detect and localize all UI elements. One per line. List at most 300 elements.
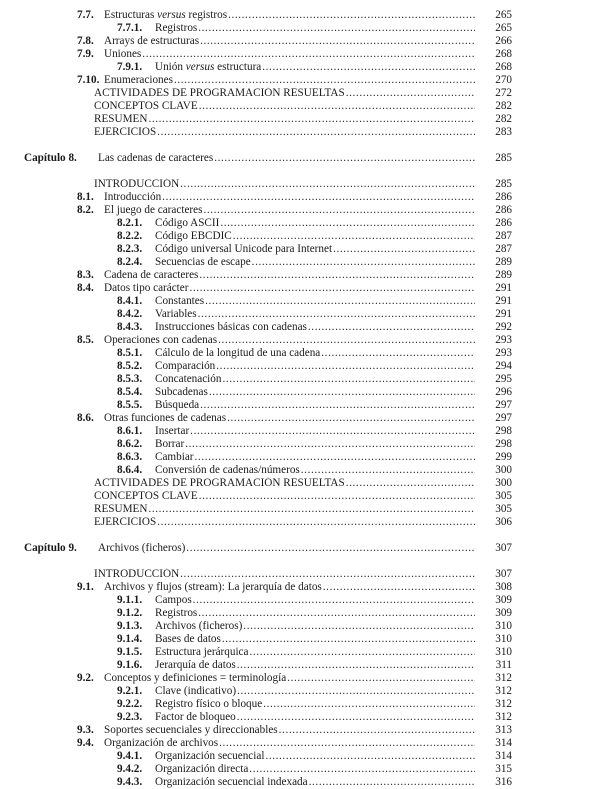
section-title-text (104, 412, 227, 425)
title-text: Las cadenas de caracteres (98, 152, 214, 164)
page-number: 283 (495, 126, 512, 138)
page-number: 285 (495, 178, 512, 190)
toc-entry[interactable] (0, 620, 600, 633)
section-title-text (94, 100, 199, 113)
section-number: 8.6. (77, 412, 94, 424)
toc-entry[interactable] (0, 399, 600, 412)
title-text: INTRODUCCIÓN (94, 568, 180, 580)
toc-entry[interactable] (0, 74, 600, 87)
dot-leader (198, 308, 475, 321)
chapter-entry[interactable] (0, 542, 600, 555)
section-title-text (155, 633, 222, 646)
dot-leader (228, 9, 475, 22)
section-title (94, 516, 475, 529)
title-text: Cambiar (155, 451, 194, 463)
toc-entry[interactable] (0, 581, 600, 594)
toc-entry[interactable] (0, 100, 600, 113)
page-number: 265 (495, 22, 512, 34)
title-text: Clave (indicativo) (155, 685, 237, 697)
page-number: 314 (495, 750, 512, 762)
toc-entry[interactable] (0, 386, 600, 399)
section-title (94, 490, 475, 503)
section-title (94, 477, 475, 490)
page-number: 314 (495, 737, 512, 749)
page-number: 294 (495, 360, 512, 372)
section-title (155, 607, 475, 620)
toc-entry[interactable] (0, 711, 600, 724)
title-text: Registros (155, 22, 198, 34)
section-number: 8.1. (77, 191, 94, 203)
toc-entry[interactable] (0, 672, 600, 685)
section-title-text (155, 347, 321, 360)
toc-entry[interactable] (0, 464, 600, 477)
page-number: 300 (495, 464, 512, 476)
page-number: 316 (495, 776, 512, 788)
section-number: 7.9. (77, 48, 94, 60)
toc-entry[interactable] (0, 295, 600, 308)
section-title (104, 48, 475, 61)
dot-leader (346, 477, 475, 490)
page-number: 268 (495, 61, 512, 73)
section-title-text (155, 386, 209, 399)
toc-entry[interactable] (0, 490, 600, 503)
dot-leader (199, 490, 475, 503)
dot-leader (180, 178, 475, 191)
dot-leader (252, 256, 475, 269)
toc-entry[interactable] (0, 750, 600, 763)
dot-leader (162, 191, 475, 204)
page-number: 313 (495, 724, 512, 736)
title-italic: versus (157, 9, 186, 21)
section-number: 8.6.4. (117, 464, 143, 476)
section-title-text (155, 685, 237, 698)
page-number: 310 (495, 620, 512, 632)
toc-entry[interactable] (0, 230, 600, 243)
section-title (155, 347, 475, 360)
section-number: 8.5.3. (117, 373, 143, 385)
section-title-text (155, 321, 308, 334)
dot-leader (237, 685, 475, 698)
dot-leader (233, 230, 475, 243)
dot-leader (205, 295, 475, 308)
dot-leader (199, 100, 475, 113)
title-text: Cadena de caracteres (104, 269, 199, 281)
toc-entry[interactable] (0, 308, 600, 321)
title-text: EJERCICIOS (94, 516, 157, 528)
section-title (155, 256, 475, 269)
page-number: 308 (495, 581, 512, 593)
title-text: Cálculo de la longitud de una cadena (155, 347, 321, 359)
page-number: 312 (495, 672, 512, 684)
dot-leader (346, 87, 475, 100)
page-number: 311 (495, 659, 512, 671)
section-title (155, 633, 475, 646)
dot-leader (199, 269, 475, 282)
section-number: 7.7.1. (117, 22, 143, 34)
section-title (94, 100, 475, 113)
title-text: Campos (155, 594, 192, 606)
toc-entry[interactable] (0, 35, 600, 48)
section-title (98, 542, 475, 555)
section-title-text (98, 542, 186, 555)
page-number: 266 (495, 35, 512, 47)
title-text: Secuencias de escape (155, 256, 251, 268)
page-number: 289 (495, 256, 512, 268)
section-number: 9.1.5. (117, 646, 143, 658)
section-title (104, 737, 475, 750)
section-title-text (155, 295, 205, 308)
title-text: Operaciones con cadenas (104, 334, 218, 346)
title-text: Instrucciones básicas con cadenas (155, 321, 307, 333)
toc-entry[interactable] (0, 334, 600, 347)
section-number: 9.3. (77, 724, 94, 736)
page-number: 287 (495, 243, 512, 255)
section-title-text (104, 334, 218, 347)
section-title-text (104, 9, 228, 22)
toc-entry[interactable] (0, 516, 600, 529)
title-text: Borrar (155, 438, 185, 450)
section-title-text (155, 750, 265, 763)
toc-entry[interactable] (0, 282, 600, 295)
toc-entry[interactable] (0, 113, 600, 126)
title-text: Subcadenas (155, 386, 208, 398)
dot-leader (209, 386, 475, 399)
title-text: ACTIVIDADES DE PROGRAMACIÓN RESUELTAS (94, 87, 345, 99)
toc-entry[interactable] (0, 737, 600, 750)
section-number: 8.5.5. (117, 399, 143, 411)
section-title-text (155, 659, 237, 672)
toc-entry[interactable] (0, 256, 600, 269)
section-number: 8.3. (77, 269, 94, 281)
toc-entry[interactable] (0, 373, 600, 386)
section-title (155, 373, 475, 386)
section-number: 9.2.3. (117, 711, 143, 723)
dot-leader (265, 750, 475, 763)
dot-leader (193, 594, 475, 607)
dot-leader (180, 568, 475, 581)
section-title-text (94, 503, 148, 516)
page-number: 299 (495, 451, 512, 463)
toc-entry[interactable] (0, 568, 600, 581)
title-text: RESUMEN (94, 113, 148, 125)
section-number: 8.4. (77, 282, 94, 294)
section-title (104, 9, 475, 22)
section-number: 9.4. (77, 737, 94, 749)
section-number: 8.5.1. (117, 347, 143, 359)
section-number: 7.8. (77, 35, 94, 47)
page-number: 300 (495, 477, 512, 489)
title-text: Archivos (ficheros) (98, 542, 186, 554)
toc-entry[interactable] (0, 191, 600, 204)
section-title-text (94, 568, 180, 581)
toc-entry[interactable] (0, 646, 600, 659)
dot-leader (237, 659, 475, 672)
title-text: CONCEPTOS CLAVE (94, 100, 198, 112)
toc-entry[interactable] (0, 217, 600, 230)
section-title-text (155, 425, 190, 438)
section-title-text (104, 269, 199, 282)
title-text-after: registros (185, 9, 228, 21)
title-text: El juego de caracteres (104, 204, 203, 216)
toc-entry[interactable] (0, 685, 600, 698)
toc-entry[interactable] (0, 87, 600, 100)
section-title-text (104, 737, 219, 750)
page-number: 298 (495, 425, 512, 437)
toc-entry[interactable] (0, 594, 600, 607)
page-number: 310 (495, 633, 512, 645)
title-text: Código EBCDIC (155, 230, 232, 242)
section-number: 8.4.2. (117, 308, 143, 320)
section-number: 9.1.6. (117, 659, 143, 671)
section-title (155, 659, 475, 672)
title-text: Introducción (104, 191, 162, 203)
dot-leader (219, 737, 475, 750)
toc-entry[interactable] (0, 347, 600, 360)
page-number: 310 (495, 646, 512, 658)
section-title (94, 113, 475, 126)
section-title (155, 386, 475, 399)
title-text: CONCEPTOS CLAVE (94, 490, 198, 502)
section-title (104, 282, 475, 295)
section-number: 9.4.3. (117, 776, 143, 788)
title-text: Concatenación (155, 373, 222, 385)
toc-entry[interactable] (0, 425, 600, 438)
title-text: Factor de bloqueo (155, 711, 236, 723)
section-title (155, 295, 475, 308)
dot-leader (198, 607, 475, 620)
title-text: Registros (155, 607, 198, 619)
page-number: 282 (495, 113, 512, 125)
page-number: 292 (495, 321, 512, 333)
page-number: 307 (495, 568, 512, 580)
section-title (155, 451, 475, 464)
title-text: ACTIVIDADES DE PROGRAMACIÓN RESUELTAS (94, 477, 345, 489)
section-number: Capítulo 9. (24, 542, 77, 554)
section-title-text (155, 230, 233, 243)
page-number: 286 (495, 204, 512, 216)
dot-leader (186, 542, 475, 555)
page-number: 315 (495, 763, 512, 775)
page-number: 285 (495, 152, 512, 164)
section-title (155, 321, 475, 334)
page-number: 291 (495, 295, 512, 307)
title-text: Código ASCII (155, 217, 220, 229)
toc-entry[interactable] (0, 763, 600, 776)
section-title (104, 204, 475, 217)
title-text: Organización secuencial (155, 750, 265, 762)
section-title-text (104, 74, 174, 87)
dot-leader (308, 321, 475, 334)
section-title (104, 672, 475, 685)
section-number: 8.2. (77, 204, 94, 216)
page-number: 312 (495, 711, 512, 723)
section-title-text (155, 646, 250, 659)
section-number: 9.2.1. (117, 685, 143, 697)
dot-leader (220, 217, 475, 230)
section-number: 9.4.1. (117, 750, 143, 762)
toc-entry[interactable] (0, 607, 600, 620)
section-number: 8.2.4. (117, 256, 143, 268)
section-number: 9.4.2. (117, 763, 143, 775)
toc-entry[interactable] (0, 659, 600, 672)
dot-leader (218, 334, 475, 347)
toc-entry[interactable] (0, 269, 600, 282)
page-number: 305 (495, 503, 512, 515)
title-text: Archivos (ficheros) (155, 620, 243, 632)
section-number: 8.5.2. (117, 360, 143, 372)
section-title (98, 152, 475, 165)
toc-entry[interactable] (0, 503, 600, 516)
title-text: Jerarquía de datos (155, 659, 236, 671)
dot-leader (157, 126, 475, 139)
page-number: 286 (495, 191, 512, 203)
section-number: 9.1.2. (117, 607, 143, 619)
title-text: Organización secuencial indexada (155, 776, 308, 788)
section-title-text (155, 308, 198, 321)
dot-leader (222, 633, 475, 646)
page-number: 291 (495, 282, 512, 294)
dot-leader (301, 464, 475, 477)
section-title-text (94, 477, 346, 490)
section-title (104, 74, 475, 87)
title-text: Registro físico o bloque (155, 698, 263, 710)
toc-entry[interactable] (0, 321, 600, 334)
toc-entry[interactable] (0, 360, 600, 373)
page-number: 307 (495, 542, 512, 554)
title-text: Código universal Unicode para Internet (155, 243, 333, 255)
section-number: 8.2.1. (117, 217, 143, 229)
section-title-text (94, 126, 157, 139)
page-number: 295 (495, 373, 512, 385)
section-title (155, 685, 475, 698)
dot-leader (222, 373, 475, 386)
page-number: 312 (495, 698, 512, 710)
section-title (155, 360, 475, 373)
dot-leader (148, 113, 475, 126)
section-title-text (104, 48, 142, 61)
section-title-text (155, 360, 216, 373)
page-number: 286 (495, 217, 512, 229)
toc-entry[interactable] (0, 61, 600, 74)
section-number: 8.6.3. (117, 451, 143, 463)
toc-entry[interactable] (0, 438, 600, 451)
section-title (94, 178, 475, 191)
section-number: 8.2.2. (117, 230, 143, 242)
dot-leader (321, 347, 475, 360)
title-text: Organización directa (155, 763, 249, 775)
section-title (155, 243, 475, 256)
section-title-text (104, 35, 200, 48)
section-title-text (155, 243, 333, 256)
page-number: 297 (495, 399, 512, 411)
section-title-text (155, 399, 200, 412)
dot-leader (243, 620, 475, 633)
section-title (104, 191, 475, 204)
toc-entry[interactable] (0, 126, 600, 139)
section-title (104, 724, 475, 737)
chapter-entry[interactable] (0, 152, 600, 165)
toc-entry[interactable] (0, 243, 600, 256)
dot-leader (190, 282, 476, 295)
title-text: Estructura jerárquica (155, 646, 249, 658)
section-title-text (155, 217, 220, 230)
toc-entry[interactable] (0, 9, 600, 22)
section-title (155, 620, 475, 633)
page-number: 272 (495, 87, 512, 99)
dot-leader (333, 243, 475, 256)
page-number: 265 (495, 9, 512, 21)
dot-leader (157, 516, 475, 529)
section-number: 9.1.3. (117, 620, 143, 632)
section-title-text (155, 763, 249, 776)
section-number: 8.4.1. (117, 295, 143, 307)
section-title (155, 711, 475, 724)
section-title (155, 217, 475, 230)
page-number: 309 (495, 607, 512, 619)
dot-leader (198, 22, 475, 35)
section-title (155, 425, 475, 438)
section-title-text (155, 256, 252, 269)
section-title (155, 698, 475, 711)
title-text: EJERCICIOS (94, 126, 157, 138)
toc-entry[interactable] (0, 204, 600, 217)
page-number: 291 (495, 308, 512, 320)
section-title-text (94, 87, 346, 100)
section-title-text (104, 191, 162, 204)
toc-entry[interactable] (0, 178, 600, 191)
toc-entry[interactable] (0, 22, 600, 35)
dot-leader (227, 412, 475, 425)
toc-entry[interactable] (0, 412, 600, 425)
section-title-text (155, 607, 198, 620)
section-title-text (94, 113, 148, 126)
section-title-text (94, 490, 199, 503)
section-title-text (104, 724, 279, 737)
page-number: 297 (495, 412, 512, 424)
toc-entry[interactable] (0, 48, 600, 61)
page-number: 296 (495, 386, 512, 398)
title-text: Constantes (155, 295, 205, 307)
toc-entry[interactable] (0, 724, 600, 737)
dot-leader (323, 581, 475, 594)
toc-entry[interactable] (0, 698, 600, 711)
dot-leader (185, 438, 475, 451)
title-text: Variables (155, 308, 197, 320)
section-title-text (155, 620, 243, 633)
toc-entry[interactable] (0, 451, 600, 464)
section-title-text (155, 373, 222, 386)
title-text: Insertar (155, 425, 190, 437)
section-number: 9.1.4. (117, 633, 143, 645)
section-title-text (104, 581, 323, 594)
section-title (104, 269, 475, 282)
title-text: Datos tipo carácter (104, 282, 189, 294)
title-text: Búsqueda (155, 399, 200, 411)
page-number: 312 (495, 685, 512, 697)
dot-leader (250, 646, 476, 659)
dot-leader (142, 48, 475, 61)
section-title (155, 750, 475, 763)
section-title (104, 412, 475, 425)
toc-entry[interactable] (0, 477, 600, 490)
section-title (155, 438, 475, 451)
section-title (94, 503, 475, 516)
section-title-text (98, 152, 214, 165)
section-title-text (94, 178, 180, 191)
toc-entry[interactable] (0, 633, 600, 646)
section-title-text (155, 464, 301, 477)
title-text: Otras funciones de cadenas (104, 412, 227, 424)
